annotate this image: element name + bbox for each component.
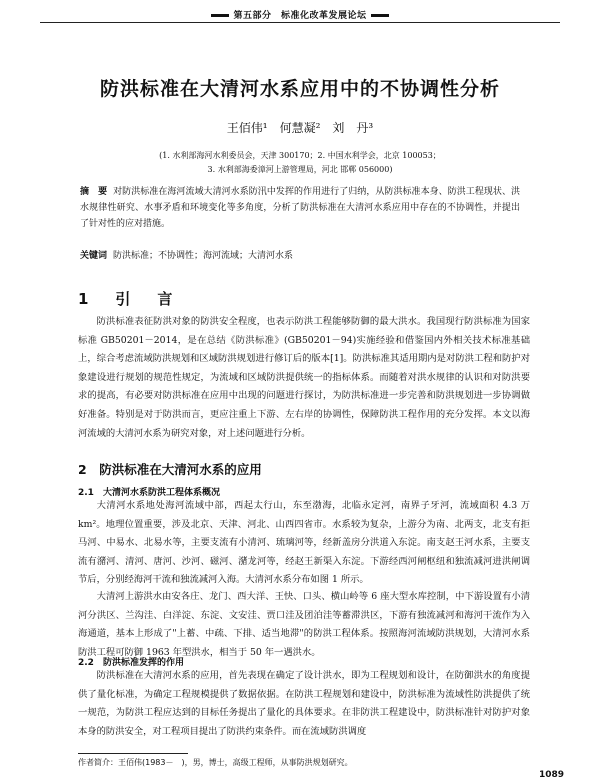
page-number: 1089 (538, 770, 564, 780)
footnote-rule (78, 753, 188, 754)
subsection-heading: 2.2 防洪标准发挥的作用 (78, 658, 184, 668)
affiliation-line: 3. 水利部海委漳河上游管理局，河北 邯郸 056000) (207, 165, 393, 174)
abstract-label: 摘 要 (80, 187, 108, 197)
author-footnote: 作者简介：王佰伟(1983－ )，男，博士，高级工程师，从事防洪规划研究。 (78, 758, 353, 767)
header-dash-right (371, 14, 389, 17)
affiliation-line: (1. 水利部海河水利委员会，天津 300170；2. 中国水利学会，北京 100053； (159, 151, 441, 160)
author-list: 王佰伟¹ 何慧凝² 刘 丹³ (226, 121, 374, 135)
keywords (80, 248, 520, 264)
paper-title: 防洪标准在大清河水系应用中的不协调性分析 (99, 78, 500, 100)
abstract (80, 184, 520, 232)
keywords-label: 关键词 (80, 251, 108, 261)
section-heading: 1 引 言 (78, 290, 179, 308)
body-paragraph: 防洪标准表征防洪对象的防洪安全程度，也表示防洪工程能够防御的最大洪水。我国现行防洪标准为国家标准 GB50201－2014，是在总结《防洪标准》(GB50201－94)实施经验和借鉴国内外相关技术标准基础上，综合考虑流域防洪规划和区域防洪规划进行修订后的版本[1]。防洪标准其适用期内是对防洪工程和防护对象建设进行规划的规范性规定，为流域和区域防洪提供统一的指标体系。而随着对洪水规律的认识和对防洪要求的提高，有必要对防洪标准在应用中出现的问题进行探讨，为防洪标准进一步完善和防洪规划进一步协调做好准备。特别是对于防洪而言，更应注重上下游、左右岸的协调性，保障防洪工程作用的充分发挥。本文以海河流域的大清河水系为研究对象，对上述问题进行分析。 (78, 316, 530, 439)
header-dash-left (211, 14, 229, 17)
body-paragraph: 防洪标准在大清河水系的应用，首先表现在确定了设计洪水，即为工程规划和设计，在防御洪水的角度提供了量化标准，为确定工程规模提供了数据依据。在防洪工程规划和建设中，防洪标准为流域性防洪提供了统一规范，为防洪工程应达到的目标任务提出了量化的具体要求。在非防洪工程建设中，防洪标准针对防护对象本身的防洪安全，对工程项目提出了防洪约束条件。而在流域防洪调度 (78, 670, 530, 737)
header-text: 第五部分 标准化改革发展论坛 (233, 11, 367, 21)
section-heading: 2 防洪标准在大清河水系的应用 (78, 462, 262, 477)
body-paragraph: 大清河水系地处海河流域中部，西起太行山，东至渤海，北临永定河，南界子牙河，流域面积 4.3 万 km²。地理位置重要，涉及北京、天津、河北、山西四省市。水系较为复杂，上游分为南、北两支，北支有拒马河、中易水、北易水等，主要支流有小清河、琉璃河等，经新盖房分洪道入东淀。南支赵王河水系，主要支流有潴河、清河、唐河、沙河、磁河、潴龙河等，经赵王新渠入东淀。下游经西河闸枢纽和独流减河进洪闸调节后，分别经海河干流和独流减河入海。大清河水系分布如图 1 所示。 (78, 500, 530, 586)
keywords-text: 防洪标准；不协调性；海河流域；大清河水系 (113, 251, 294, 261)
subsection-heading: 2.1 大清河水系防洪工程体系概况 (78, 488, 220, 498)
abstract-text: 对防洪标准在海河流域大清河水系防汛中发挥的作用进行了归纳，从防洪标准本身、防洪工程现状、洪水规律性研究、水事矛盾和环境变化等多角度，分析了防洪标准在大清河水系应用中存在的不协调性，并提出了针对性的应对措施。 (80, 187, 520, 229)
header-rule (40, 22, 560, 23)
body-paragraph: 大清河上游洪水由安各庄、龙门、西大洋、王快、口头、横山岭等 6 座大型水库控制，中下游设置有小清河分洪区、兰沟洼、白洋淀、东淀、文安洼、贾口洼及团泊洼等蓄滞洪区，下游有独流减河和海河干流作为入海通道，基本上形成了"上蓄、中疏、下排、适当地滞"的防洪工程体系。按照海河流域防洪规划，大清河水系防洪工程可防御 1963 年型洪水，相当于 50 年一遇洪水。 (78, 591, 530, 658)
running-header (190, 8, 410, 21)
